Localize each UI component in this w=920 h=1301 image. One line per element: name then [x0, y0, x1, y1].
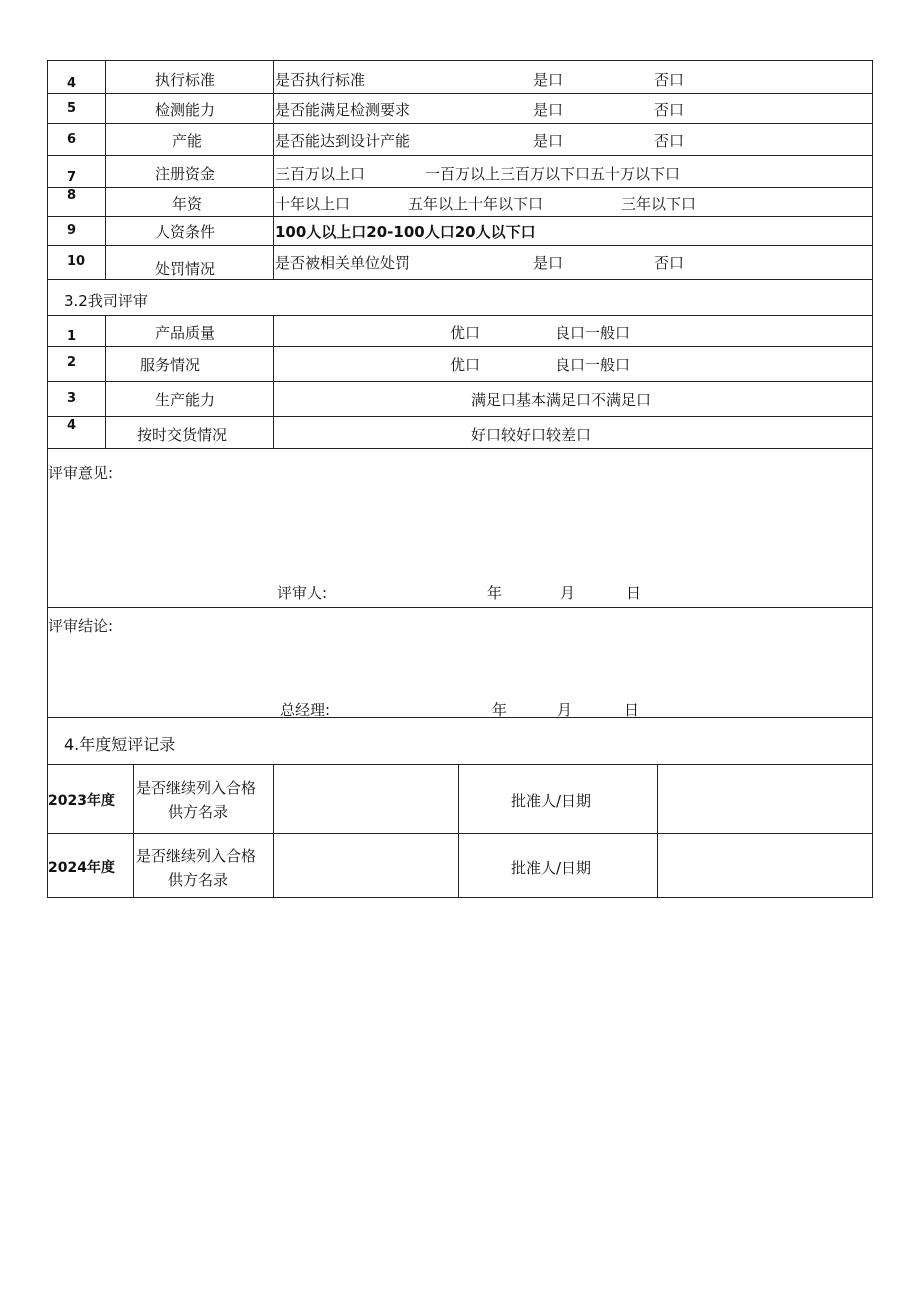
- question-text: 是否能达到设计产能: [275, 132, 411, 150]
- date-year-label: 年: [492, 701, 508, 719]
- col-divider: [273, 315, 274, 448]
- row-number: 2: [67, 355, 77, 370]
- no-checkbox[interactable]: 否口: [654, 101, 685, 119]
- row-number: 5: [67, 101, 77, 116]
- no-checkbox[interactable]: 否口: [654, 254, 685, 272]
- year-label: 2023年度: [48, 793, 115, 809]
- option-text[interactable]: 三百万以上口: [275, 165, 366, 183]
- rule: [47, 448, 873, 449]
- renewal-question: 供方名录: [168, 803, 229, 821]
- item-label: 人资条件: [155, 223, 216, 241]
- general-manager-label: 总经理:: [280, 701, 331, 719]
- border-right: [872, 60, 873, 898]
- row-number: 4: [67, 76, 77, 91]
- option-text[interactable]: 好口较好口较差口: [471, 426, 592, 444]
- approver-cell[interactable]: [659, 766, 870, 831]
- no-checkbox[interactable]: 否口: [654, 71, 685, 89]
- approver-cell[interactable]: [659, 835, 870, 895]
- rule: [47, 93, 873, 94]
- item-label: 处罚情况: [155, 260, 216, 278]
- rule: [47, 897, 873, 898]
- row-number: 8: [67, 188, 77, 203]
- rule: [47, 60, 873, 61]
- row-number: 6: [67, 132, 77, 147]
- item-label: 年资: [172, 195, 203, 213]
- renewal-question: 是否继续列入合格: [136, 847, 257, 865]
- rule: [47, 155, 873, 156]
- renewal-question: 供方名录: [168, 871, 229, 889]
- date-year-label: 年: [487, 584, 503, 602]
- item-label: 检测能力: [155, 101, 216, 119]
- section-title: 4.年度短评记录: [64, 735, 176, 754]
- item-label: 注册资金: [155, 165, 216, 183]
- rule: [47, 381, 873, 382]
- col-divider: [458, 764, 459, 897]
- renewal-question: 是否继续列入合格: [136, 779, 257, 797]
- option-text[interactable]: 100人以上口20-100人口20人以下口: [275, 223, 536, 241]
- rule: [47, 123, 873, 124]
- date-month-label: 月: [560, 584, 576, 602]
- col-divider: [105, 315, 106, 448]
- option-text[interactable]: 三年以下口: [621, 195, 697, 213]
- rule: [47, 717, 873, 718]
- row-number: 10: [67, 254, 86, 269]
- conclusion-text-area[interactable]: [48, 640, 868, 695]
- row-number: 1: [67, 329, 77, 344]
- rule: [47, 764, 873, 765]
- yes-checkbox[interactable]: 是口: [533, 101, 564, 119]
- approver-label: 批准人/日期: [511, 792, 592, 810]
- option-text[interactable]: 满足口基本满足口不满足口: [471, 391, 652, 409]
- rule: [47, 346, 873, 347]
- item-label: 产能: [172, 132, 203, 150]
- option-text[interactable]: 优口: [450, 324, 481, 342]
- date-day-label: 日: [624, 701, 640, 719]
- col-divider: [273, 60, 274, 279]
- item-label: 服务情况: [140, 356, 201, 374]
- rule: [47, 216, 873, 217]
- col-divider: [657, 764, 658, 897]
- rule: [47, 315, 873, 316]
- col-divider: [105, 60, 106, 279]
- question-text: 是否被相关单位处罚: [275, 254, 411, 272]
- renewal-answer-cell[interactable]: [275, 835, 456, 895]
- row-number: 9: [67, 223, 77, 238]
- date-month-label: 月: [557, 701, 573, 719]
- col-divider: [133, 764, 134, 897]
- date-day-label: 日: [626, 584, 642, 602]
- yes-checkbox[interactable]: 是口: [533, 254, 564, 272]
- no-checkbox[interactable]: 否口: [654, 132, 685, 150]
- yes-checkbox[interactable]: 是口: [533, 71, 564, 89]
- rule: [47, 279, 873, 280]
- rule: [47, 245, 873, 246]
- opinion-text-area[interactable]: [48, 488, 868, 578]
- approver-label: 批准人/日期: [511, 859, 592, 877]
- conclusion-label: 评审结论:: [48, 617, 114, 635]
- option-text[interactable]: 五年以上十年以下口: [408, 195, 544, 213]
- rule: [47, 416, 873, 417]
- col-divider: [273, 764, 274, 897]
- item-label: 产品质量: [155, 324, 216, 342]
- option-text[interactable]: 良口一般口: [555, 324, 631, 342]
- option-text[interactable]: 一百万以上三百万以下口五十万以下口: [425, 165, 681, 183]
- option-text[interactable]: 良口一般口: [555, 356, 631, 374]
- item-label: 按时交货情况: [137, 426, 228, 444]
- year-label: 2024年度: [48, 860, 115, 876]
- option-text[interactable]: 十年以上口: [275, 195, 351, 213]
- question-text: 是否执行标准: [275, 71, 366, 89]
- reviewer-label: 评审人:: [277, 584, 328, 602]
- row-number: 4: [67, 418, 77, 433]
- option-text[interactable]: 优口: [450, 356, 481, 374]
- row-number: 3: [67, 391, 77, 406]
- question-text: 是否能满足检测要求: [275, 101, 411, 119]
- item-label: 生产能力: [155, 391, 216, 409]
- item-label: 执行标准: [155, 71, 216, 89]
- rule: [47, 607, 873, 608]
- yes-checkbox[interactable]: 是口: [533, 132, 564, 150]
- renewal-answer-cell[interactable]: [275, 766, 456, 831]
- row-number: 7: [67, 170, 77, 185]
- rule: [47, 833, 873, 834]
- rule: [47, 187, 873, 188]
- section-title: 3.2我司评审: [64, 292, 148, 310]
- opinion-label: 评审意见:: [48, 464, 114, 482]
